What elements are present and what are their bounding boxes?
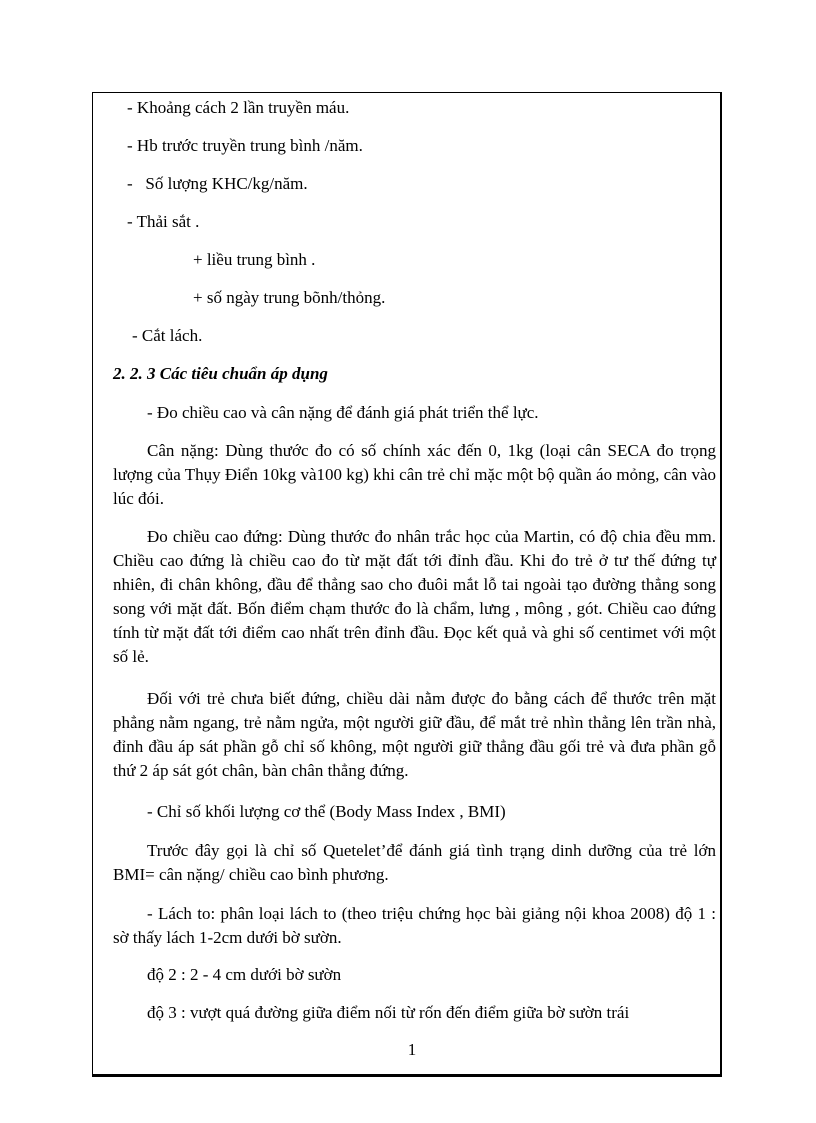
list-item-cat-lach: - Cắt lách. [132, 326, 203, 345]
paragraph-can-nang: Cân nặng: Dùng thước đo có số chính xác đến 0, 1kg (loại cân SECA đo trọng lượng của Thụy Điển 10kg và100 kg) khi cân trẻ chỉ mặc một bộ quần áo mỏng, cân vào lúc đói. [113, 441, 716, 508]
paragraph-chieu-cao-dung: Đo chiều cao đứng: Dùng thước đo nhân trắc học của Martin, có độ chia đều mm. Chiều cao đứng là chiều cao đo từ mặt đất tới đỉnh đầu. Khi đo trẻ ở tư thế đứng tự nhiên, đi chân không, đầu để thẳng sao cho đuôi mắt lỗ tai ngoài tạo đường thẳng song song với mặt đất. Bốn điểm chạm thước đo là chẩm, lưng , mông , gót. Chiều cao đứng tính từ mặt đất tới điểm cao nhất trên đỉnh đầu. Đọc kết quả và ghi số centimet với một số lẻ. [113, 527, 716, 666]
list-item-thai-sat: - Thải sắt . [127, 212, 200, 231]
list-item-hb-truoc: - Hb trước truyền trung bình /năm. [127, 136, 363, 155]
paragraph-tre-chua-dung: Đối với trẻ chưa biết đứng, chiều dài nằm được đo bằng cách để thước trên mặt phẳng nằm ngang, trẻ nằm ngửa, một người giữ đầu, để mắt trẻ nhìn thẳng lên trần nhà, đỉnh đầu áp sát phần gỗ chỉ số không, một người giữ thẳng đầu gối trẻ và đưa phần gỗ thứ 2 áp sát gót chân, bàn chân thẳng đứng. [113, 689, 716, 780]
paragraph-quetelet: Trước đây gọi là chỉ số Quetelet’để đánh giá tình trạng dinh dưỡng của trẻ lớn BMI= cân nặng/ chiều cao bình phương. [113, 841, 716, 884]
list-item-khoang-cach: - Khoảng cách 2 lần truyền máu. [127, 98, 350, 117]
paragraph-bmi-title: - Chỉ số khối lượng cơ thể (Body Mass Index , BMI) [147, 802, 506, 821]
paragraph-do-2: độ 2 : 2 - 4 cm dưới bờ sườn [147, 965, 342, 984]
sub-item-lieu-trung-binh: + liều trung bình . [193, 250, 316, 269]
sub-item-so-ngay: + số ngày trung bõnh/thỏng. [193, 288, 386, 307]
list-item-so-luong-khc: - Số lượng KHC/kg/năm. [127, 174, 308, 193]
paragraph-do-3: độ 3 : vượt quá đường giữa điểm nối từ rốn đến điểm giữa bờ sườn trái [147, 1003, 630, 1022]
paragraph-do-chieu-cao: - Đo chiều cao và cân nặng để đánh giá phát triển thể lực. [147, 403, 539, 422]
paragraph-lach-to: - Lách to: phân loại lách to (theo triệu chứng học bài giảng nội khoa 2008) độ 1 : sờ thấy lách 1-2cm dưới bờ sườn. [113, 904, 716, 947]
section-heading: 2. 2. 3 Các tiêu chuẩn áp dụng [113, 364, 328, 383]
page-number: 1 [407, 1040, 417, 1059]
